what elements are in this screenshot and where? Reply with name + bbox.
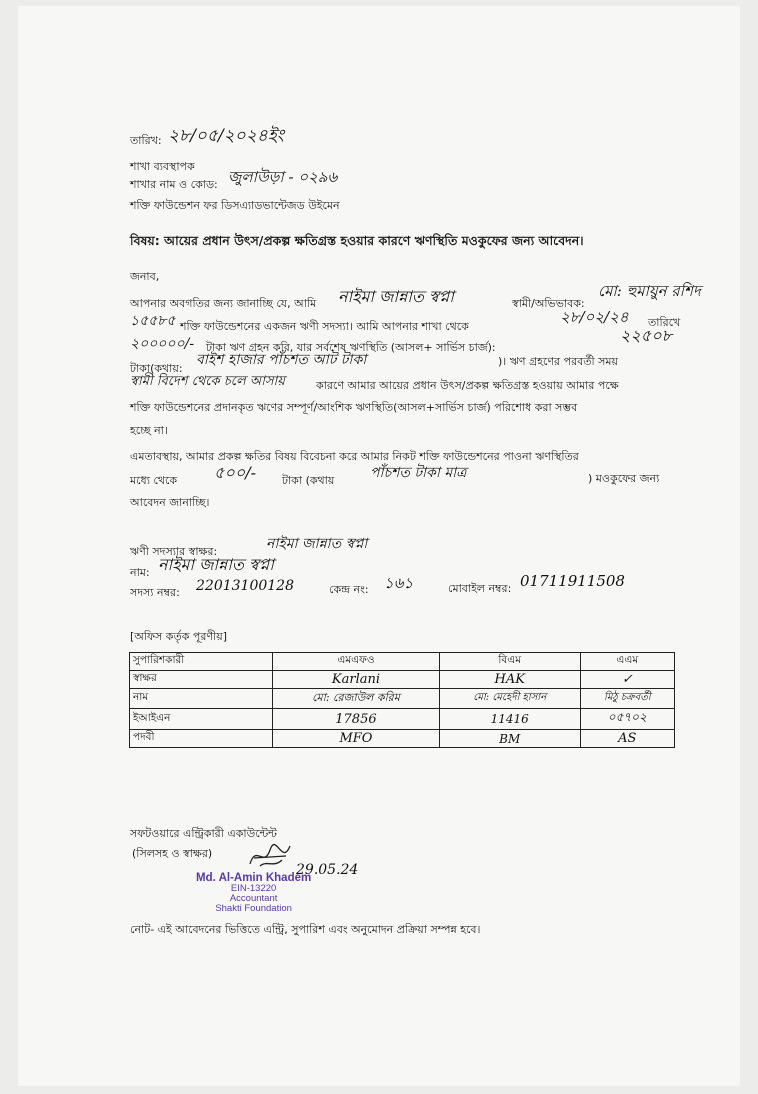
member-signature: নাইমা জান্নাত স্বপ্না	[266, 536, 368, 552]
am-signature: ✓	[580, 671, 674, 689]
date-label: তারিখ:	[130, 134, 162, 147]
table-row	[130, 730, 675, 748]
accountant-seal	[196, 872, 311, 914]
body-text: হচ্ছে না।	[130, 424, 168, 437]
accountant-signature-scribble	[246, 838, 296, 872]
balance-words-hw: বাইশ হাজার পাঁচশত আট টাকা	[196, 352, 367, 368]
row-label: স্বাক্ষর	[130, 671, 273, 689]
am-designation: AS	[580, 730, 674, 748]
branch-value: জুলাউড়া - ০২৯৬	[228, 168, 338, 186]
mfo-ein: 17856	[273, 709, 440, 730]
body-text: ) মওকুফের জন্য	[588, 472, 660, 485]
am-name: মিঠু চক্রবর্তী	[580, 689, 674, 709]
subject-line: বিষয়: আয়ের প্রধান উৎস/প্রকল্প ক্ষতিগ্রস্ত হওয়ার কারণে ঋণস্থিতি মওকুফের জন্য আবেদন।	[130, 233, 584, 248]
bm-designation: BM	[439, 730, 580, 748]
body-text: কারণে আমার আয়ের প্রধান উৎস/প্রকল্প ক্ষতিগ্রস্ত হওয়ায় আমার পক্ষে	[316, 379, 619, 392]
center-label: কেন্দ্র নং:	[329, 583, 369, 596]
table-row	[130, 671, 675, 689]
footer-note: নোট- এই আবেদনের ভিত্তিতে এন্ট্রি, সুপারিশ এবং অনুমোদন প্রক্রিয়া সম্পন্ন হবে।	[130, 923, 481, 936]
am-ein: ০৫৭০২	[580, 709, 674, 730]
date-value: ২৮/০৫/২০২৪ইং	[168, 126, 284, 146]
table-row	[130, 709, 675, 730]
body-text: মধ্যে থেকে	[130, 474, 178, 487]
balance-hw: ২২৫০৮	[620, 326, 672, 345]
body-text: টাকা (কথায়	[282, 474, 335, 487]
branch-label: শাখার নাম ও কোড:	[130, 178, 218, 191]
bm-name: মো: মেহেদী হাসান	[439, 689, 580, 709]
table-header-cell: এএম	[580, 653, 674, 671]
row-label: পদবী	[130, 730, 273, 748]
row-label: ইআইএন	[130, 709, 273, 730]
organization-name: শক্তি ফাউন্ডেশন ফর ডিসএ্যাডভান্টেজড উইমেন	[130, 199, 340, 212]
body-text: স্বামী/অভিভাবক:	[512, 297, 585, 310]
office-approval-table	[129, 652, 675, 748]
table-header-row	[130, 653, 675, 671]
mobile-number: 01711911508	[520, 572, 625, 590]
member-name-hw: নাইমা জান্নাত স্বপ্না	[338, 287, 454, 306]
body-text: শক্তি ফাউন্ডেশনের প্রদানকৃত ঋণের সম্পূর্ণ/আংশিক ঋণস্থিতি(আসল+সার্ভিস চার্জ) পরিশোধ করা সম্ভব	[130, 401, 578, 414]
mfo-designation: MFO	[273, 730, 440, 748]
body-text: শক্তি ফাউন্ডেশনের একজন ঋণী সদস্যা। আমি আপনার শাখা থেকে	[180, 320, 469, 333]
loan-date-hw: ২৮/০২/২৪	[560, 308, 629, 326]
salutation: জনাব,	[130, 270, 160, 283]
body-text: আপনার অবগতির জন্য জানাচ্ছি যে, আমি	[130, 297, 317, 310]
handwritten-fill: ১৫৫৮৫	[130, 313, 176, 329]
mfo-name: মো: রেজাউল করিম	[273, 689, 440, 709]
body-text: আবেদন জানাচ্ছি।	[130, 496, 210, 509]
guardian-name-hw: মো: হুমায়ুন রশিদ	[598, 282, 701, 300]
table-header-cell: বিএম	[439, 653, 580, 671]
member-name-label: নাম:	[130, 566, 150, 579]
member-id-label: সদস্য নম্বর:	[130, 586, 180, 599]
signature-date: 29.05.24	[296, 862, 359, 878]
bm-signature: HAK	[439, 671, 580, 689]
waiver-words-hw: পাঁচশত টাকা মাত্র	[370, 465, 467, 481]
row-label: নাম	[130, 689, 273, 709]
seal-org: Shakti Foundation	[215, 903, 292, 914]
reason-hw: স্বামী বিদেশ থেকে চলে আসায়	[130, 374, 285, 389]
seal-ein: EIN-13220	[230, 883, 277, 895]
table-row	[130, 689, 675, 709]
body-text: এমতাবস্থায়, আমার প্রকল্প ক্ষতির বিষয় বিবেচনা করে আমার নিকট শক্তি ফাউন্ডেশনের পাওনা ঋণস্থিতির	[130, 450, 579, 463]
table-header-cell: এমএফও	[273, 653, 440, 671]
member-name: নাইমা জান্নাত স্বপ্না	[158, 555, 274, 574]
waiver-amount-hw: ৫০০/-	[214, 463, 256, 482]
mfo-signature: Karlani	[273, 671, 440, 689]
body-text: টাকা(কথায়:	[130, 362, 183, 375]
body-text: তারিখে	[648, 316, 681, 329]
accountant-label: সফটওয়ারে এন্ট্রিকারী একাউন্টেন্ট	[130, 827, 277, 840]
seal-signature-label: (সিলসহ ও স্বাক্ষর)	[132, 847, 213, 860]
center-number: ১৬১	[384, 574, 414, 592]
mobile-label: মোবাইল নম্বর:	[448, 582, 512, 595]
office-heading: [অফিস কর্তৃক পূরণীয়]	[130, 630, 227, 643]
loan-amount-hw: ২০০০০০/-	[130, 336, 195, 352]
addressee-title: শাখা ব্যবস্থাপক	[130, 160, 195, 173]
body-text: টাকা ঋণ গ্রহন করি, যার সর্বশেষ ঋণস্থিতি (আসল+ সার্ভিস চার্জ):	[206, 341, 496, 354]
table-header-cell: সুপারিশকারী	[130, 653, 273, 671]
seal-title: Accountant	[229, 893, 278, 905]
member-id: 22013100128	[196, 578, 294, 594]
member-signature-label: ঋণী সদস্যার স্বাক্ষর:	[130, 545, 218, 558]
seal-name: Md. Al-Amin Khadem	[196, 872, 312, 884]
body-text: )। ঋণ গ্রহণের পরবর্তী সময়	[498, 355, 618, 368]
bm-ein: 11416	[439, 709, 580, 730]
